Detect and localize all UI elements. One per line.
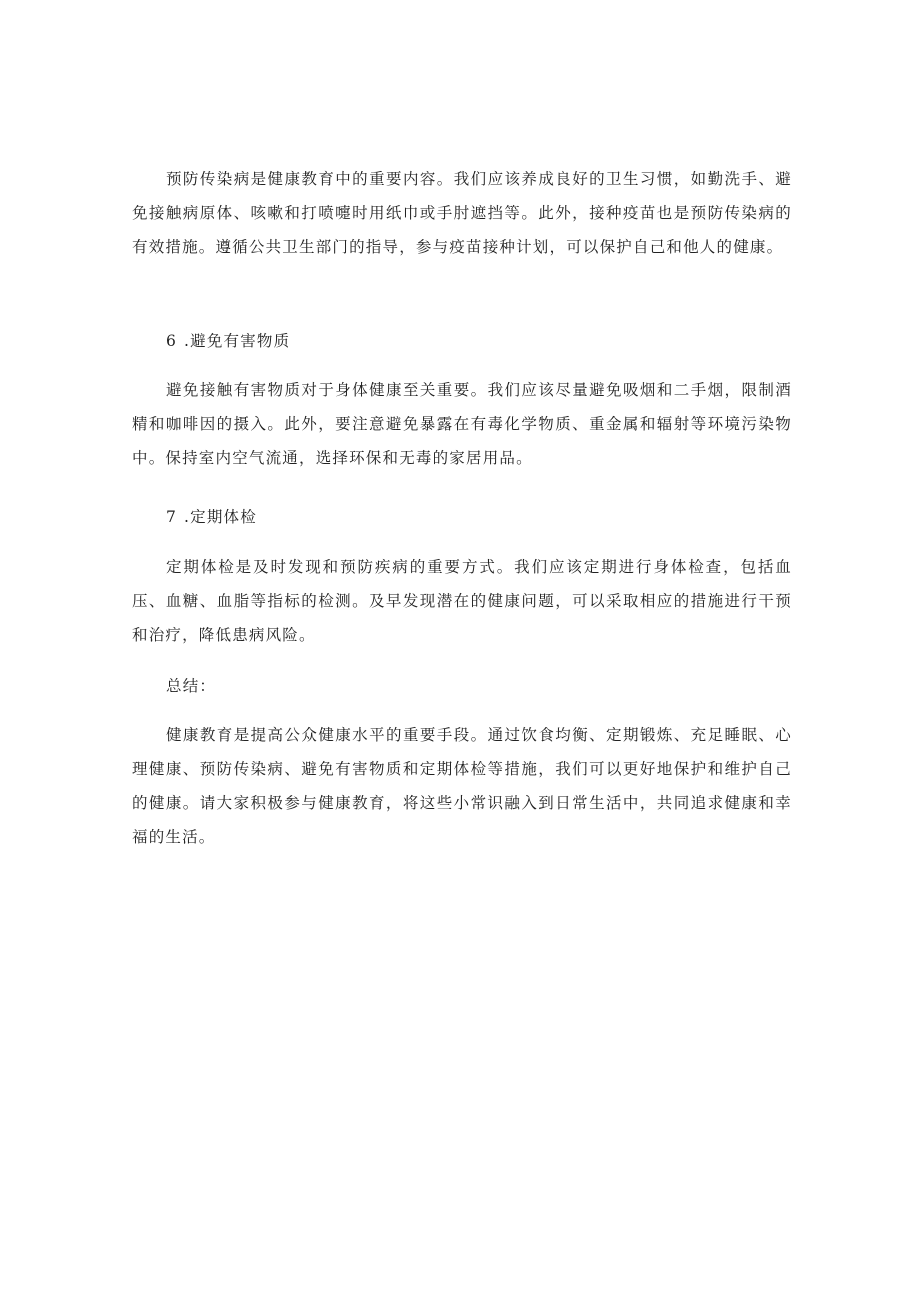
heading-title: .避免有害物质 <box>184 332 291 350</box>
paragraph-infectious-disease: 预防传染病是健康教育中的重要内容。我们应该养成良好的卫生习惯，如勤洗手、避免接触病原体、咳嗽和打喷嚏时用纸巾或手肘遮挡等。此外，接种疫苗也是预防传染病的有效措施。遵循公共卫生部门的指导，参与疫苗接种计划，可以保护自己和他人的健康。 <box>132 170 792 256</box>
heading-title: .定期体检 <box>184 508 257 526</box>
heading-number: 7 <box>166 508 178 526</box>
heading-number: 6 <box>166 332 178 350</box>
paragraph-summary: 健康教育是提高公众健康水平的重要手段。通过饮食均衡、定期锻炼、充足睡眠、心理健康、预防传染病、避免有害物质和定期体检等措施，我们可以更好地保护和维护自己的健康。请大家积极参与健康教育，将这些小常识融入到日常生活中，共同追求健康和幸福的生活。 <box>132 726 792 846</box>
summary-label: 总结： <box>166 677 217 695</box>
heading-avoid-harmful-substances <box>166 324 290 358</box>
heading-regular-checkup <box>166 500 257 534</box>
paragraph-regular-checkup: 定期体检是及时发现和预防疾病的重要方式。我们应该定期进行身体检查，包括血压、血糖、血脂等指标的检测。及早发现潜在的健康问题，可以采取相应的措施进行干预和治疗，降低患病风险。 <box>132 558 792 644</box>
paragraph-harmful-substances: 避免接触有害物质对于身体健康至关重要。我们应该尽量避免吸烟和二手烟，限制酒精和咖啡因的摄入。此外，要注意避免暴露在有毒化学物质、重金属和辐射等环境污染物中。保持室内空气流通，选择环保和无毒的家居用品。 <box>132 381 792 467</box>
